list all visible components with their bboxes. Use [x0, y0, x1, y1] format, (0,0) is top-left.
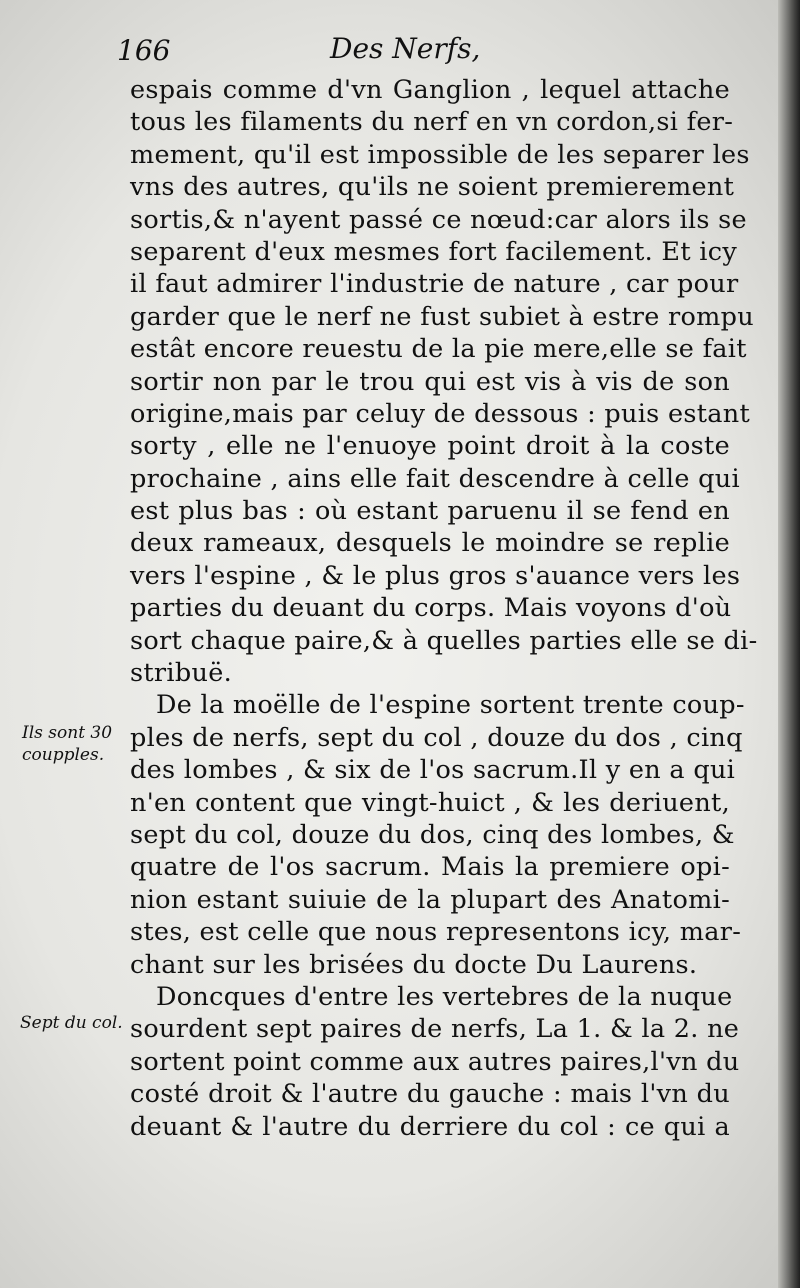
text-line: Doncques d'entre les vertebres de la nuque: [156, 981, 733, 1012]
text-line: costé droit & l'autre du gauche : mais l'vn du: [130, 1079, 730, 1110]
text-line: espais comme d'vn Ganglion , lequel attache: [130, 75, 730, 105]
text-line: estât encore reuestu de la pie mere,elle se fait: [130, 334, 747, 365]
text-line: sortent point comme aux autres paires,l'vn du: [130, 1046, 740, 1077]
text-line: garder que le nerf ne fust subiet à estre rompu: [130, 301, 755, 332]
text-line: deux rameaux, desquels le moindre se replie: [130, 528, 730, 559]
page-number: 166: [117, 34, 171, 67]
text-line: sept du col, douze du dos, cinq des lombes, &: [130, 819, 735, 850]
margin-note: [22, 722, 112, 766]
text-line: des lombes , & six de l'os sacrum.Il y en a qui: [130, 755, 736, 786]
margin-note-line: Ils sont 30: [22, 723, 113, 743]
text-line: sourdent sept paires de nerfs, La 1. & la 2. ne: [130, 1014, 740, 1045]
margin-note-line: Sept du col.: [20, 1013, 123, 1033]
text-line: De la moëlle de l'espine sortent trente coup-: [156, 690, 745, 721]
margin-note: [20, 1012, 123, 1034]
text-line: deuant & l'autre du derriere du col : ce qui a: [130, 1111, 730, 1142]
body-text: [130, 74, 758, 1143]
text-line: origine,mais par celuy de dessous : puis estant: [130, 398, 751, 429]
text-line: il faut admirer l'industrie de nature , car pour: [130, 269, 739, 300]
text-line: tous les filaments du nerf en vn cordon,si fer-: [130, 107, 734, 138]
margin-note-line: coupples.: [22, 745, 105, 765]
text-line: sortis,& n'ayent passé ce nœud:car alors ils se: [130, 204, 747, 235]
text-line: chant sur les brisées du docte Du Laurens.: [130, 949, 698, 980]
text-line: n'en content que vingt-huict , & les deriuent,: [130, 787, 730, 818]
running-title: Des Nerfs,: [330, 32, 481, 65]
text-line: quatre de l'os sacrum. Mais la premiere opi-: [130, 852, 730, 883]
text-line: stes, est celle que nous representons icy, mar-: [130, 917, 742, 948]
text-line: vers l'espine , & le plus gros s'auance vers les: [130, 560, 741, 591]
text-line: sorty , elle ne l'enuoye point droit à la coste: [130, 431, 730, 462]
text-line: sort chaque paire,& à quelles parties elle se di-: [130, 625, 758, 656]
text-line: stribuë.: [130, 658, 233, 689]
text-line: sortir non par le trou qui est vis à vis de son: [130, 366, 730, 397]
text-line: separent d'eux mesmes fort facilement. Et icy: [130, 236, 738, 267]
text-line: prochaine , ains elle fait descendre à celle qui: [130, 463, 740, 494]
text-line: mement, qu'il est impossible de les separer les: [130, 139, 750, 170]
page-edge-shadow: [778, 0, 800, 1288]
text-line: nion estant suiuie de la plupart des Anatomi-: [130, 884, 730, 915]
text-line: est plus bas : où estant paruenu il se fend en: [130, 496, 730, 527]
text-line: vns des autres, qu'ils ne soient premierement: [130, 172, 735, 203]
text-line: ples de nerfs, sept du col , douze du dos , cinq: [130, 722, 743, 753]
text-line: parties du deuant du corps. Mais voyons d'où: [130, 593, 732, 624]
